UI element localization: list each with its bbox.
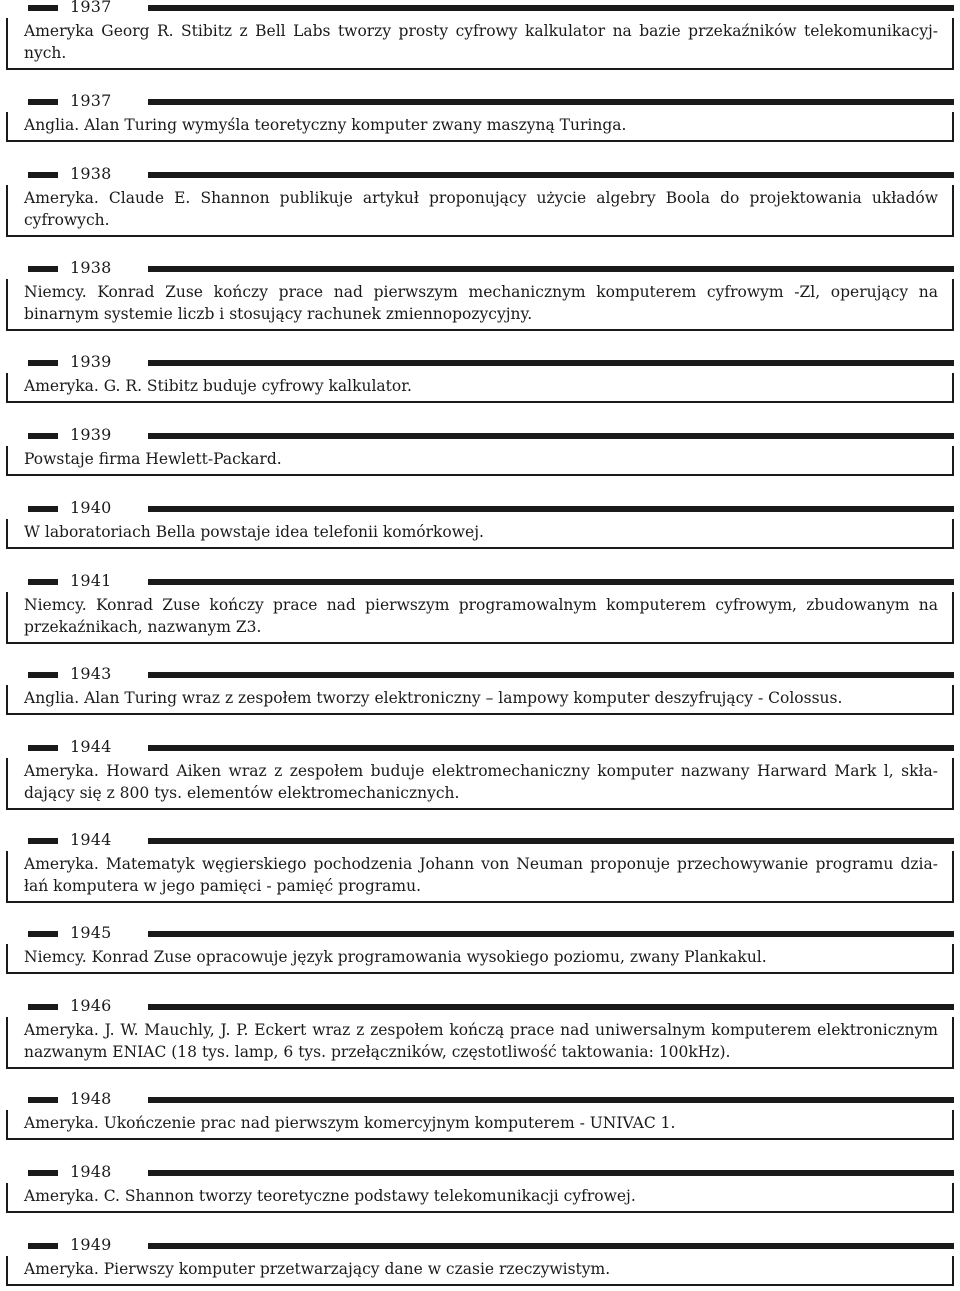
entry-year: 1938 [70,164,112,183]
entry-text: Powstaje firma Hewlett-Packard. [6,446,954,476]
entry-text: Niemcy. Konrad Zuse opracowuje język programowania wysokiego poziomu, zwany Plankakul. [6,944,954,974]
header-bar-left [28,266,58,272]
entry-header [6,163,954,185]
entry-text: Niemcy. Konrad Zuse kończy prace nad pierwszym mechanicznym komputerem cyfrowym -Zl, operujący na binarnym systemie liczb i stosujący rachunek zmiennopozycyjny. [6,279,954,331]
header-bar-left [28,745,58,751]
entry-year: 1940 [70,498,112,517]
header-bar-right [148,99,954,105]
entry-header [6,497,954,519]
entry-header [6,829,954,851]
header-bar-left [28,579,58,585]
timeline-entry [6,351,954,403]
entry-text: Ameryka. Claude E. Shannon publikuje artykuł proponujący użycie algebry Boola do projektowania układów cyfrowych. [6,185,954,237]
entry-header [6,351,954,373]
timeline-entry [6,736,954,810]
header-bar-right [148,5,954,11]
entry-header [6,0,954,18]
entry-text: Anglia. Alan Turing wymyśla teoretyczny komputer zwany maszyną Turinga. [6,112,954,142]
entry-header [6,995,954,1017]
timeline-entry [6,163,954,237]
entry-header [6,663,954,685]
header-bar-left [28,1004,58,1010]
header-bar-right [148,1097,954,1103]
timeline-entry [6,497,954,549]
entry-year: 1949 [70,1235,112,1254]
header-bar-right [148,579,954,585]
timeline-entry [6,829,954,903]
entry-text: Ameryka. G. R. Stibitz buduje cyfrowy kalkulator. [6,373,954,403]
entry-year: 1944 [70,830,112,849]
header-bar-right [148,1243,954,1249]
header-bar-right [148,360,954,366]
entry-header [6,922,954,944]
entry-header [6,570,954,592]
timeline-entry [6,570,954,644]
header-bar-left [28,433,58,439]
header-bar-right [148,172,954,178]
header-bar-left [28,672,58,678]
entry-year: 1945 [70,923,112,942]
entry-year: 1941 [70,571,112,590]
entry-text: Ameryka. C. Shannon tworzy teoretyczne podstawy telekomunikacji cyfrowej. [6,1183,954,1213]
header-bar-right [148,1004,954,1010]
header-bar-left [28,931,58,937]
header-bar-left [28,506,58,512]
entry-year: 1937 [70,91,112,110]
entry-text: Ameryka. J. W. Mauchly, J. P. Eckert wraz z zespołem kończą prace nad uniwersalnym komputerem elektronicznym nazwanym ENIAC (18 tys. lamp, 6 tys. przełączników, częstotliwość taktowania: 100kHz). [6,1017,954,1069]
header-bar-right [148,1170,954,1176]
entry-header [6,1234,954,1256]
entry-text: Anglia. Alan Turing wraz z zespołem tworzy elektroniczny – lampowy komputer deszyfrujący - Colossus. [6,685,954,715]
entry-text: Ameryka. Ukończenie prac nad pierwszym komercyjnym komputerem - UNIVAC 1. [6,1110,954,1140]
entry-text: Ameryka. Pierwszy komputer przetwarzający dane w czasie rzeczywistym. [6,1256,954,1286]
header-bar-left [28,360,58,366]
timeline-entry [6,663,954,715]
header-bar-left [28,5,58,11]
header-bar-left [28,1243,58,1249]
header-bar-left [28,1097,58,1103]
entry-year: 1939 [70,425,112,444]
entry-text: Niemcy. Konrad Zuse kończy prace nad pierwszym programowalnym komputerem cyfrowym, zbudowanym na przekaźnikach, nazwanym Z3. [6,592,954,644]
header-bar-right [148,672,954,678]
timeline-entry [6,90,954,142]
timeline-entry [6,0,954,70]
header-bar-right [148,745,954,751]
header-bar-left [28,1170,58,1176]
entry-header [6,424,954,446]
timeline-entry [6,922,954,974]
entry-text: Ameryka. Howard Aiken wraz z zespołem buduje elektromechaniczny komputer nazwany Harward Mark l, skła-dający się z 800 tys. elementów elektromechanicznych. [6,758,954,810]
timeline-entry [6,995,954,1069]
entry-header [6,1088,954,1110]
header-bar-left [28,99,58,105]
header-bar-left [28,838,58,844]
entry-text: Ameryka. Matematyk węgierskiego pochodzenia Johann von Neuman proponuje przechowywanie programu dzia-łań komputera w jego pamięci - pamięć programu. [6,851,954,903]
entry-header [6,90,954,112]
entry-text: W laboratoriach Bella powstaje idea telefonii komórkowej. [6,519,954,549]
header-bar-right [148,931,954,937]
header-bar-right [148,433,954,439]
header-bar-right [148,506,954,512]
timeline-entry [6,424,954,476]
timeline-entry [6,1161,954,1213]
entry-year: 1948 [70,1089,112,1108]
header-bar-right [148,838,954,844]
timeline-entry [6,1234,954,1286]
entry-year: 1948 [70,1162,112,1181]
entry-year: 1943 [70,664,112,683]
entry-text: Ameryka Georg R. Stibitz z Bell Labs tworzy prosty cyfrowy kalkulator na bazie przekaźników telekomunikacyj-nych. [6,18,954,70]
header-bar-right [148,266,954,272]
entry-year: 1937 [70,0,112,16]
entry-header [6,257,954,279]
entry-year: 1939 [70,352,112,371]
timeline-entry [6,257,954,331]
entry-year: 1938 [70,258,112,277]
entry-year: 1944 [70,737,112,756]
entry-header [6,1161,954,1183]
header-bar-left [28,172,58,178]
timeline-entry [6,1088,954,1140]
entry-header [6,736,954,758]
entry-year: 1946 [70,996,112,1015]
